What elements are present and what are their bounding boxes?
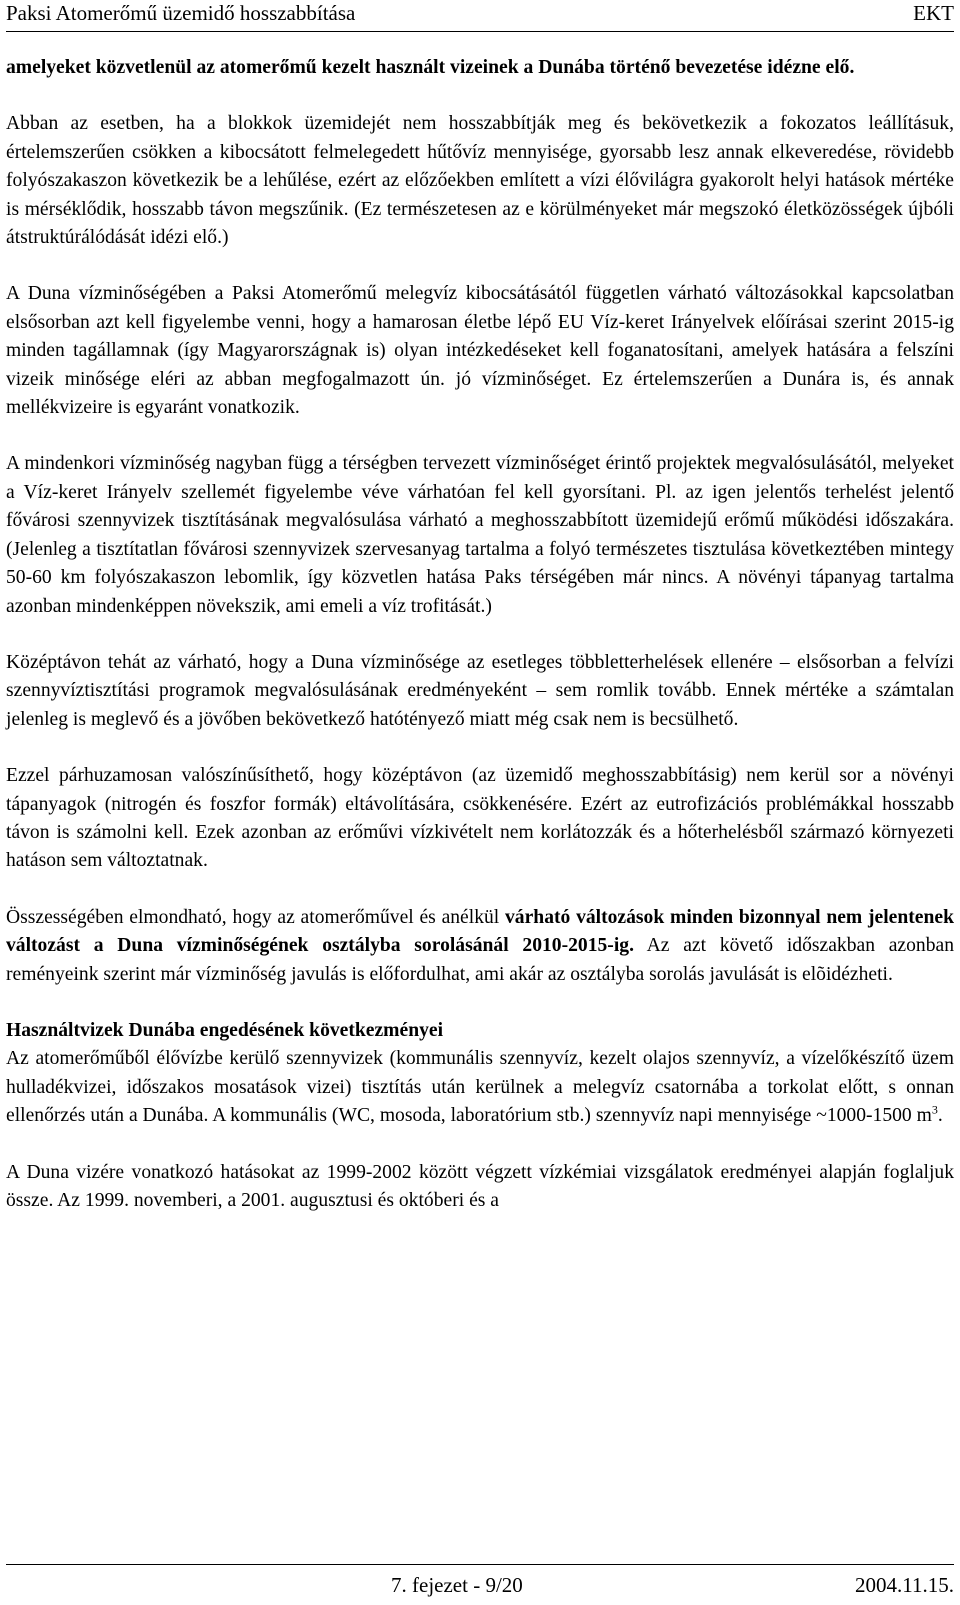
- document-body: [6, 54, 954, 1215]
- paragraph-projects: A mindenkori vízminőség nagyban függ a térségben tervezett vízminőséget érintő projektek megvalósulásától, melyeket a Víz-keret Irányelv szellemét figyelembe véve várhatóan fel kell gyorsítani. Pl. az igen jelentős terhelést jelentő fővárosi szennyvizek tisztításának megvalósulása várható a meghosszabbított üzemidejű erőmű működési időszakára. (Jelenleg a tisztítatlan fővárosi szennyvizek szervesanyag tartalma a folyó természetes tisztulása következtében mintegy 50-60 km folyószakaszon lebomlik, így közvetlen hatása Paks térségében már nincs. A növényi tápanyag tartalma azonban mindenképpen növekszik, ami emeli a víz trofitását.): [6, 453, 954, 617]
- page-header: [6, 0, 954, 32]
- summary-bold: várható változások minden bizonnyal nem jelentenek változást a Duna vízminőségének osztályba sorolásánál 2010-2015-ig.: [6, 906, 954, 957]
- unit-superscript: 3: [931, 1102, 938, 1117]
- document-title: Paksi Atomerőmű üzemidő hosszabbítása: [6, 1, 356, 25]
- paragraph-summary: [6, 904, 954, 989]
- summary-intro: Összességében elmondható, hogy az atomerőművel és anélkül: [6, 906, 505, 928]
- summary-end: Az azt követő időszakban azonban reményeink szerint már vízminőség javulás is előfordulhat, ami akár az osztályba sorolás javulását is elõidézheti.: [6, 935, 955, 985]
- paragraph-danube-effects: A Duna vizére vonatkozó hatásokat az 1999-2002 között végzett vízkémiai vizsgálatok eredményei alapján foglaljuk össze. Az 1999. novemberi, a 2001. augusztusi és októberi és a: [6, 1161, 954, 1211]
- wastewater-end: .: [937, 1105, 943, 1127]
- document-date: 2004.11.15.: [855, 1573, 954, 1597]
- paragraph-midterm: Középtávon tehát az várható, hogy a Duna vízminősége az esetleges többletterhelések ellenére – elsősorban a felvízi szennyvíztisztítási programok megvalósulásának eredményeként – sem romlik tovább. Ennek mértéke a számtalan jelenleg is meglevő és a jövőben bekövetkező hatótényező miatt még csak nem is becsülhető.: [6, 651, 954, 730]
- paragraph-eu-directive: A Duna vízminőségében a Paksi Atomerőmű melegvíz kibocsátásától független várható változásokkal kapcsolatban elsősorban azt kell figyelembe venni, hogy a hamarosan életbe lépő EU Víz-keret Irányelvek előírásai szerint 2015-ig minden tagállamnak (így Magyarországnak is) olyan intézkedéseket kell foganatosítani, amelyek hatására a felszíni vizeik minősége eléri az abban megfogalmazott ún. jó vízminőséget. Ez értelemszerűen a Dunára is, és annak mellékvizeire is egyaránt vonatkozik.: [6, 283, 954, 419]
- document-code: EKT: [913, 1, 954, 25]
- paragraph-continuation: amelyeket közvetlenül az atomerőmű kezelt használt vizeinek a Dunába történő bevezetése idézne elő.: [6, 57, 855, 78]
- page-footer: [6, 1564, 954, 1601]
- paragraph-shutdown-scenario: Abban az esetben, ha a blokkok üzemidejét nem hosszabbítják meg és bekövetkezik a fokozatos leállításuk, értelemszerűen csökken a kibocsátott felmelegedett hűtővíz mennyisége, gyorsabb lesz annak elkeveredése, rövidebb folyószakaszon következik be a lehűlése, ezért az előzőekben említett a vízi élővilágra gyakorolt helyi hatások mértéke is mérséklődik, hosszabb távon megszűnik. (Ez természetesen az e körülményeket már megszokó életközösségek újbóli átstruktúrálódását idézi elő.): [6, 113, 954, 249]
- paragraph-nutrients: Ezzel párhuzamosan valószínűsíthető, hogy középtávon (az üzemidő meghosszabbításig) nem kerül sor a növényi tápanyagok (nitrogén és foszfor formák) eltávolítására, csökkenésére. Ezért az eutrofizációs problémákkal hosszabb távon is számolni kell. Ezek azonban az erőművi vízkivételt nem korlátozzák és a hőterhelésből származó környezeti hatáson sem változtatnak.: [6, 765, 954, 872]
- paragraph-wastewater: [6, 1045, 954, 1130]
- wastewater-text: Az atomerőműből élővízbe kerülő szennyvizek (kommunális szennyvíz, kezelt olajos szennyvíz, a vízelőkészítő üzem hulladékvizei, időszakos mosatások vizei) tisztítás után kerülnek a melegvíz csatornába a torkolat előtt, s onnan ellenőrzés után a Dunába. A kommunális (WC, mosoda, laboratórium stb.) szennyvíz napi mennyisége ~1000-1500 m: [6, 1048, 954, 1127]
- section-heading: Használtvizek Dunába engedésének következményei: [6, 1019, 444, 1041]
- page-number: 7. fejezet - 9/20: [391, 1573, 523, 1597]
